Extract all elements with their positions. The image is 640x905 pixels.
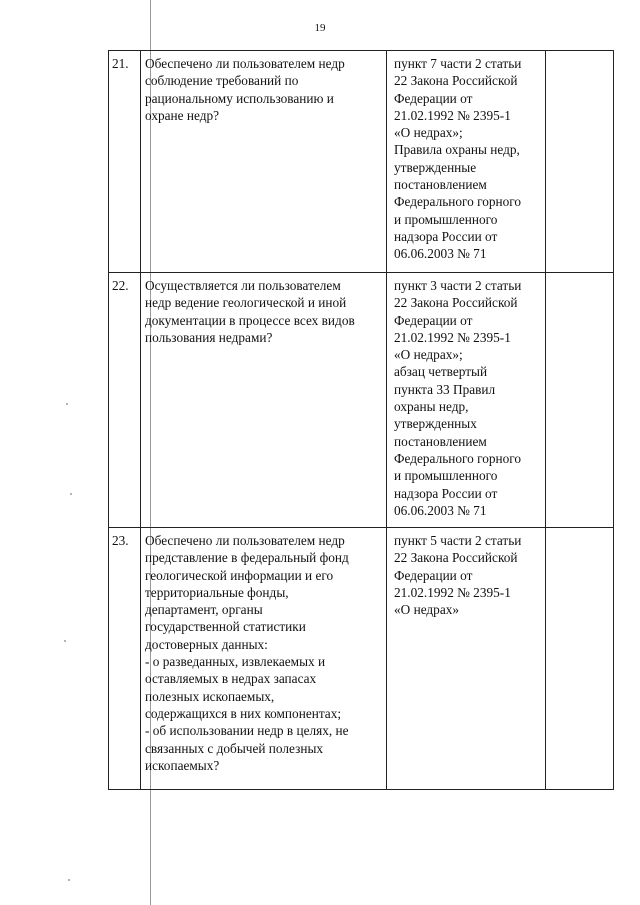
reference-line: Федерального горного xyxy=(394,450,522,466)
question-line: Обеспечено ли пользователем недр xyxy=(145,533,345,548)
question-line: Осуществляется ли пользователем xyxy=(145,278,341,293)
checklist-row xyxy=(109,51,614,273)
question-cell xyxy=(141,273,387,528)
question-line: пользования недрами? xyxy=(145,329,273,345)
question-line: - о разведанных, извлекаемых и xyxy=(145,654,326,670)
question-line: содержащихся в них компонентах; xyxy=(145,705,342,721)
row-number: 23. xyxy=(109,528,141,790)
legal-reference-cell xyxy=(387,273,546,528)
reference-line: утвержденные xyxy=(394,159,477,175)
legal-reference-cell xyxy=(387,51,546,273)
question-line: рациональному использованию и xyxy=(145,90,334,106)
page-number: 19 xyxy=(314,22,326,34)
question-line: связанных с добычей полезных xyxy=(145,740,324,756)
question-line: ископаемых? xyxy=(145,757,220,773)
reference-line: Федерального горного xyxy=(394,194,522,210)
question-line: полезных ископаемых, xyxy=(145,688,275,704)
answer-cell xyxy=(546,273,614,528)
question-line: охране недр? xyxy=(145,107,220,123)
question-line: государственной статистики xyxy=(145,619,306,635)
question-line: геологической информации и его xyxy=(145,567,334,583)
reference-line: 21.02.1992 № 2395-1 xyxy=(394,107,511,123)
scan-speck xyxy=(68,879,70,881)
question-line: достоверных данных: xyxy=(145,636,268,652)
reference-line: пункт 5 части 2 статьи xyxy=(394,533,522,548)
checklist-row xyxy=(109,273,614,528)
answer-cell xyxy=(546,528,614,790)
scan-speck xyxy=(66,403,68,405)
reference-line: постановлением xyxy=(394,433,487,449)
reference-line: Федерации от xyxy=(394,90,473,106)
reference-line: Федерации от xyxy=(394,312,473,328)
reference-line: Правила охраны недр, xyxy=(394,142,520,158)
reference-line: надзора России от xyxy=(394,228,498,244)
question-line: соблюдение требований по xyxy=(145,73,299,89)
checklist-row xyxy=(109,528,614,790)
question-line: документации в процессе всех видов xyxy=(145,312,355,328)
reference-line: «О недрах»; xyxy=(394,125,463,141)
reference-line: 22 Закона Российской xyxy=(394,295,518,311)
reference-line: «О недрах» xyxy=(394,602,460,618)
reference-line: пункт 3 части 2 статьи xyxy=(394,278,522,293)
reference-line: и промышленного xyxy=(394,211,498,227)
reference-line: и промышленного xyxy=(394,468,498,484)
question-cell xyxy=(141,528,387,790)
question-line: оставляемых в недрах запасах xyxy=(145,671,317,687)
reference-line: 21.02.1992 № 2395-1 xyxy=(394,584,511,600)
row-number: 22. xyxy=(109,273,141,528)
reference-line: 22 Закона Российской xyxy=(394,550,518,566)
question-line: территориальные фонды, xyxy=(145,584,289,600)
reference-line: пункт 7 части 2 статьи xyxy=(394,56,522,71)
checklist-table xyxy=(108,50,614,790)
reference-line: 21.02.1992 № 2395-1 xyxy=(394,329,511,345)
legal-reference-cell xyxy=(387,528,546,790)
question-line: Обеспечено ли пользователем недр xyxy=(145,56,345,71)
scan-speck xyxy=(70,493,72,495)
question-line: представление в федеральный фонд xyxy=(145,550,349,566)
question-line: департамент, органы xyxy=(145,602,263,618)
reference-line: охраны недр, xyxy=(394,399,469,415)
reference-line: абзац четвертый xyxy=(394,364,488,380)
question-line: недр ведение геологической и иной xyxy=(145,295,347,311)
reference-line: 06.06.2003 № 71 xyxy=(394,246,487,262)
question-cell xyxy=(141,51,387,273)
reference-line: 06.06.2003 № 71 xyxy=(394,502,487,518)
row-number: 21. xyxy=(109,51,141,273)
reference-line: надзора России от xyxy=(394,485,498,501)
reference-line: пункта 33 Правил xyxy=(394,381,496,397)
reference-line: постановлением xyxy=(394,177,487,193)
reference-line: утвержденных xyxy=(394,416,477,432)
question-line: - об использовании недр в целях, не xyxy=(145,723,349,739)
reference-line: «О недрах»; xyxy=(394,347,463,363)
reference-line: Федерации от xyxy=(394,567,473,583)
reference-line: 22 Закона Российской xyxy=(394,73,518,89)
scan-speck xyxy=(64,640,66,642)
answer-cell xyxy=(546,51,614,273)
